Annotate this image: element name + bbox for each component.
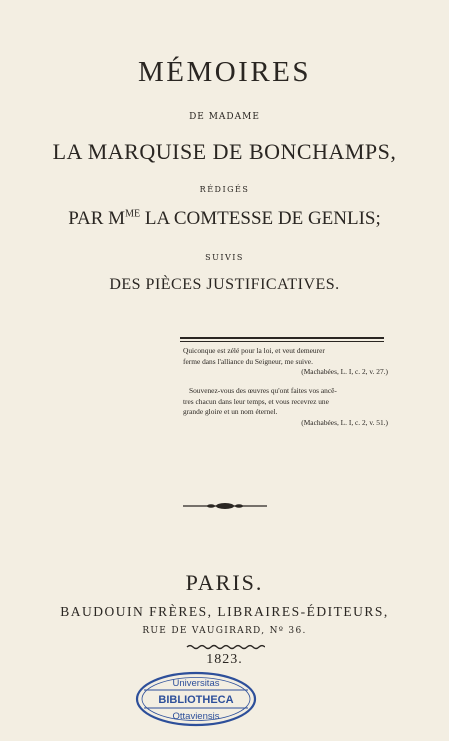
epigraph-rule-thin <box>180 341 384 342</box>
stamp-line-bibliotheca: BIBLIOTHECA <box>158 694 234 706</box>
author-line <box>0 208 449 230</box>
title-memoires: MÉMOIRES <box>137 56 312 88</box>
library-stamp-icon <box>134 670 258 728</box>
author-name: LA COMTESSE DE GENLIS; <box>140 208 381 229</box>
title-appendix: DES PIÈCES JUSTIFICATIVES. <box>109 276 340 293</box>
epigraph-rule-thick <box>180 337 384 339</box>
epigraph-line: Quiconque est zélé pour la loi, et veut demeurer <box>183 346 325 355</box>
imprint-address: RUE DE VAUGIRARD, Nº 36. <box>142 626 307 636</box>
epigraph-reference: (Machabées, L. I, c. 2, v. 51.) <box>301 417 388 427</box>
epigraph-reference: (Machabées, L. I, c. 2, v. 27.) <box>301 367 388 376</box>
stamp-line-ottaviensis: Ottaviensis <box>172 711 220 722</box>
imprint-year: 1823. <box>206 652 243 667</box>
wavy-rule-icon <box>185 643 265 651</box>
label-rediges: RÉDIGÉS <box>199 185 250 194</box>
epigraph-line: grande gloire et un nom éternel. <box>183 407 278 416</box>
epigraph-2 <box>183 386 388 428</box>
epigraph-line: tres chacun dans leur temps, et vous recevrez une <box>183 396 329 406</box>
imprint-publisher: BAUDOUIN FRÈRES, LIBRAIRES-ÉDITEURS, <box>60 604 389 619</box>
ornament-divider-icon <box>175 500 275 512</box>
label-suivis: SUIVIS <box>205 253 244 262</box>
imprint-city: PARIS. <box>185 570 264 595</box>
subtitle-de-madame: DE MADAME <box>189 112 260 122</box>
epigraph-line: Souvenez-vous des œuvres qu'ont faites vos ancê- <box>189 386 337 395</box>
author-superscript: ME <box>125 208 141 220</box>
author-prefix: PAR M <box>68 208 126 229</box>
epigraph-line: ferme dans l'alliance du Seigneur, me suive. <box>183 356 313 366</box>
epigraph-1 <box>183 346 388 378</box>
stamp-line-universitas: Universitas <box>172 678 220 689</box>
title-subject: LA MARQUISE DE BONCHAMPS, <box>52 139 397 164</box>
